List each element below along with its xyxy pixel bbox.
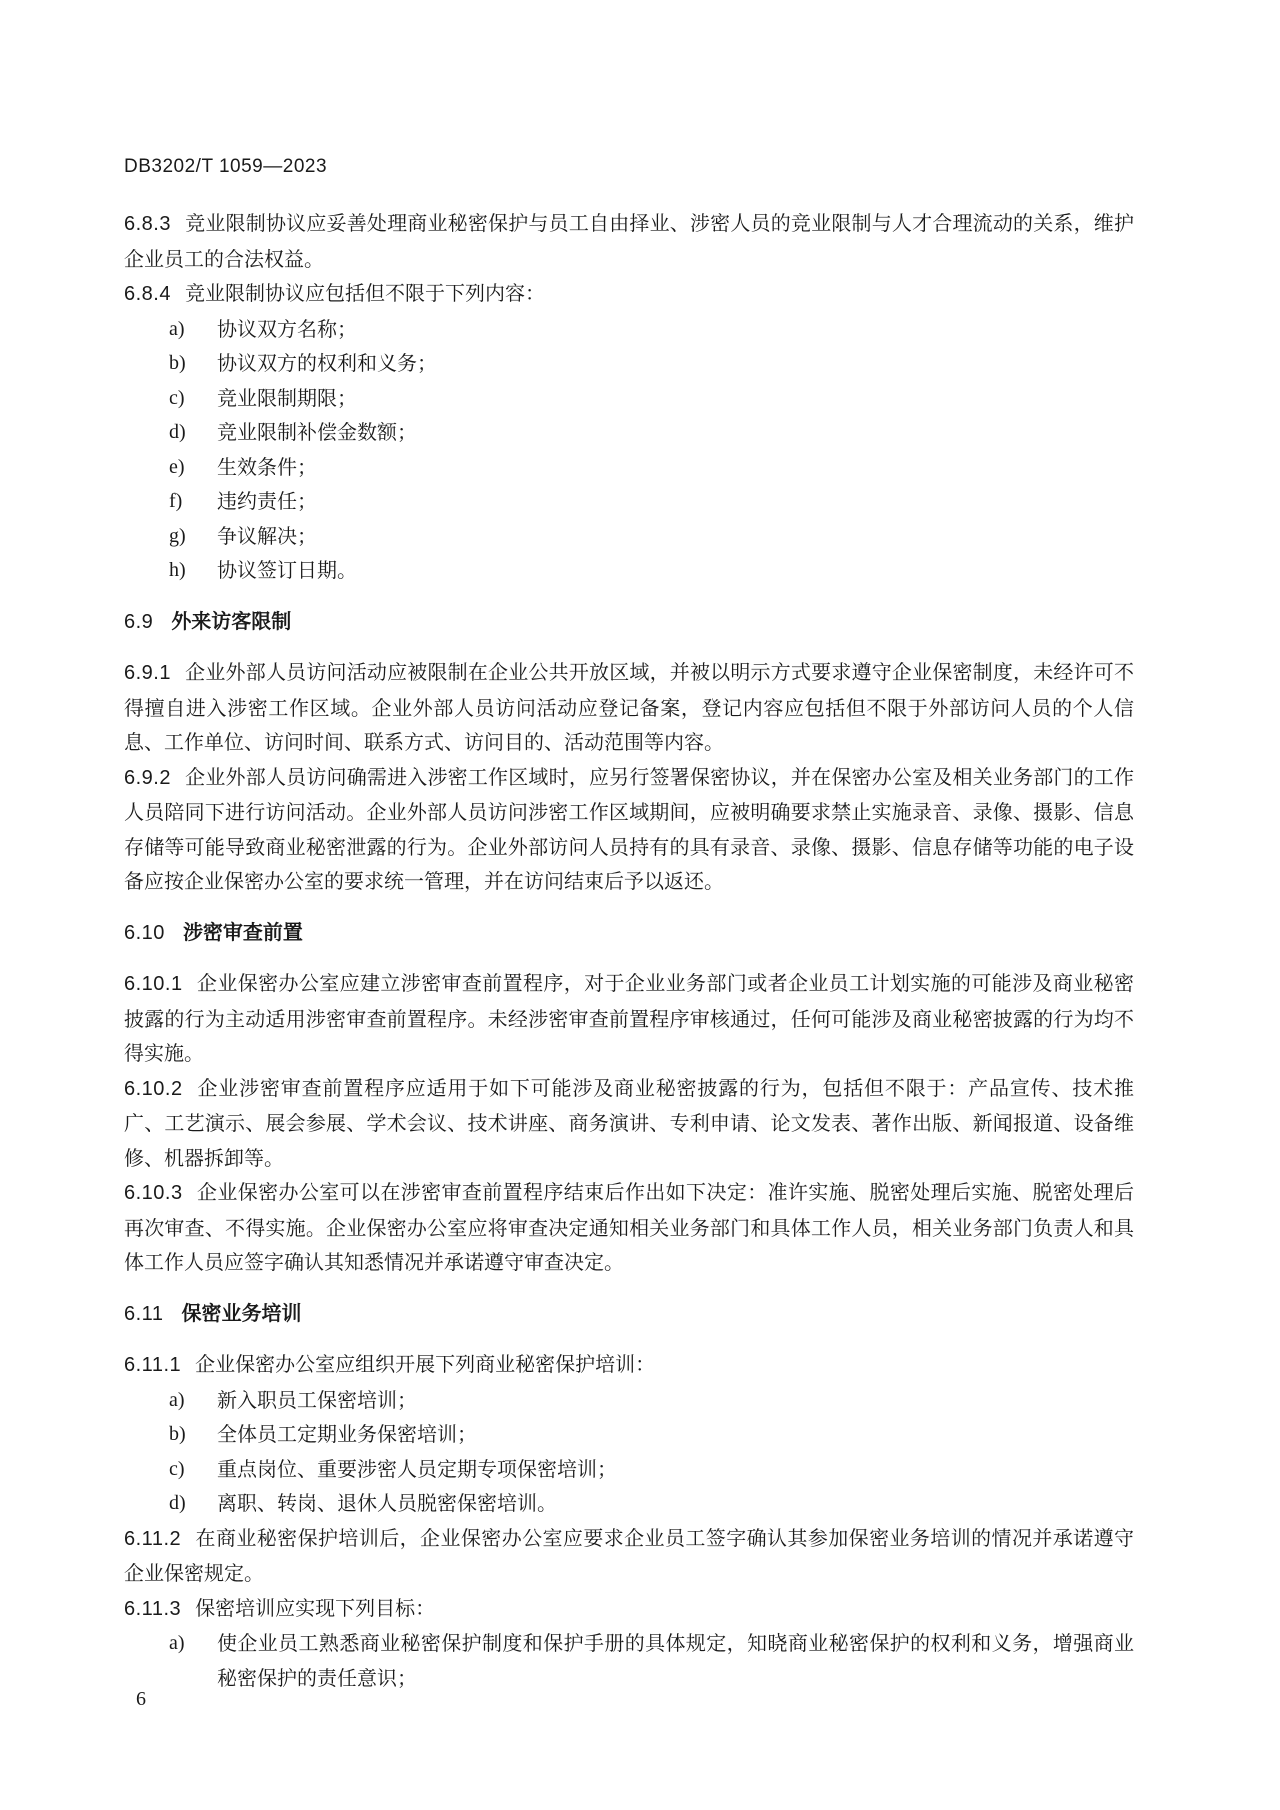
list-marker: d) [169, 421, 186, 443]
section-title: 保密业务培训 [181, 1300, 302, 1325]
section-heading-6-11 [124, 1296, 1134, 1332]
list-text: 协议双方的权利和义务； [217, 351, 437, 375]
clause-6-11-3 [124, 1591, 1134, 1627]
clause-6-11-1 [124, 1347, 1134, 1383]
page-number: 6 [136, 1688, 146, 1710]
list-item [124, 1486, 1134, 1521]
list-item [124, 346, 1134, 381]
list-marker: a) [169, 1632, 185, 1654]
clause-number: 6.10.3 [124, 1182, 183, 1204]
list-text: 生效条件； [217, 454, 317, 479]
list-text: 新入职员工保密培训； [217, 1387, 417, 1412]
clause-text: 保密培训应实现下列目标： [195, 1595, 436, 1620]
section-number: 6.9 [124, 610, 154, 633]
list-item [124, 553, 1134, 588]
list-text: 竞业限制期限； [217, 385, 357, 410]
list-item [124, 312, 1134, 347]
clause-6-10-2 [124, 1071, 1134, 1176]
clause-6-8-4 [124, 276, 1134, 312]
clause-text: 企业保密办公室应组织开展下列商业秘密保护培训： [195, 1352, 656, 1376]
list-marker: d) [169, 1492, 186, 1514]
list-6-11-1 [124, 1383, 1134, 1521]
list-marker: c) [169, 1457, 185, 1480]
list-marker: e) [169, 455, 185, 478]
list-marker: f) [169, 490, 183, 512]
clause-6-9-1 [124, 655, 1134, 760]
list-marker: a) [169, 317, 185, 340]
list-marker: a) [169, 1388, 185, 1411]
clause-number: 6.10.1 [124, 973, 183, 995]
list-marker: c) [169, 386, 185, 409]
list-text: 使企业员工熟悉商业秘密保护制度和保护手册的具体规定，知晓商业秘密保护的权利和义务，增强商业秘密保护的责任意识； [217, 1631, 1134, 1690]
clause-number: 6.9.1 [124, 662, 171, 684]
standard-code: DB3202/T 1059—2023 [124, 156, 328, 177]
clause-text: 企业保密办公室可以在涉密审查前置程序结束后作出如下决定：准许实施、脱密处理后实施、脱密处理后再次审查、不得实施。企业保密办公室应将审查决定通知相关业务部门和具体工作人员，相关业务部门负责人和具体工作人员应签字确认其知悉情况并承诺遵守审查决定。 [124, 1180, 1134, 1274]
clause-6-9-2 [124, 760, 1134, 899]
clause-text: 企业保密办公室应建立涉密审查前置程序，对于企业业务部门或者企业员工计划实施的可能涉及商业秘密披露的行为主动适用涉密审查前置程序。未经涉密审查前置程序审核通过，任何可能涉及商业秘密披露的行为均不得实施。 [124, 971, 1134, 1065]
list-item [124, 1626, 1134, 1695]
clause-number: 6.11.2 [124, 1527, 182, 1550]
list-item [124, 519, 1134, 554]
list-item [124, 1452, 1134, 1487]
clause-number: 6.8.4 [124, 283, 171, 305]
list-item [124, 415, 1134, 450]
list-text: 全体员工定期业务保密培训； [217, 1422, 477, 1446]
clause-6-8-3 [124, 206, 1134, 276]
clause-number: 6.9.2 [124, 766, 171, 789]
list-item [124, 450, 1134, 485]
list-text: 重点岗位、重要涉密人员定期专项保密培训； [217, 1456, 617, 1481]
list-item [124, 381, 1134, 416]
clause-text: 竞业限制协议应妥善处理商业秘密保护与员工自由择业、涉密人员的竞业限制与人才合理流动的关系，维护企业员工的合法权益。 [124, 211, 1134, 271]
list-marker: b) [169, 1423, 186, 1445]
list-item [124, 484, 1134, 519]
list-6-11-3 [124, 1626, 1134, 1695]
section-number: 6.10 [124, 921, 165, 944]
clause-text: 企业涉密审查前置程序应适用于如下可能涉及商业秘密披露的行为，包括但不限于：产品宣传、技术推广、工艺演示、展会参展、学术会议、技术讲座、商务演讲、专利申请、论文发表、著作出版、新闻报道、设备维修、机器拆卸等。 [124, 1075, 1134, 1170]
clause-number: 6.8.3 [124, 213, 171, 235]
clause-text: 企业外部人员访问活动应被限制在企业公共开放区域，并被以明示方式要求遵守企业保密制度，未经许可不得擅自进入涉密工作区域。企业外部人员访问活动应登记备案，登记内容应包括但不限于外部访问人员的个人信息、工作单位、访问时间、联系方式、访问目的、活动范围等内容。 [124, 660, 1134, 754]
section-number: 6.11 [124, 1302, 164, 1325]
list-marker: g) [169, 524, 186, 547]
list-marker: b) [169, 352, 186, 374]
list-text: 协议签订日期。 [217, 558, 357, 582]
section-title: 外来访客限制 [171, 608, 292, 633]
list-6-8-4 [124, 312, 1134, 588]
clause-text: 在商业秘密保护培训后，企业保密办公室应要求企业员工签字确认其参加保密业务培训的情况并承诺遵守企业保密规定。 [124, 1525, 1134, 1585]
clause-number: 6.11.3 [124, 1597, 182, 1620]
list-item [124, 1417, 1134, 1452]
list-marker: h) [169, 559, 186, 581]
list-text: 竞业限制补偿金数额； [217, 420, 417, 444]
clause-6-11-2 [124, 1521, 1134, 1591]
clause-text: 竞业限制协议应包括但不限于下列内容： [184, 281, 545, 305]
list-text: 违约责任； [217, 489, 317, 513]
page-content [124, 206, 1134, 1695]
list-text: 协议双方名称； [217, 316, 357, 341]
section-title: 涉密审查前置 [182, 919, 303, 944]
clause-6-10-3 [124, 1175, 1134, 1280]
list-text: 争议解决； [217, 523, 317, 548]
list-item [124, 1383, 1134, 1418]
clause-6-10-1 [124, 966, 1134, 1071]
clause-number: 6.11.1 [124, 1354, 182, 1376]
clause-number: 6.10.2 [124, 1077, 183, 1100]
section-heading-6-9 [124, 604, 1134, 640]
section-heading-6-10 [124, 915, 1134, 951]
clause-text: 企业外部人员访问确需进入涉密工作区域时，应另行签署保密协议，并在保密办公室及相关业务部门的工作人员陪同下进行访问活动。企业外部人员访问涉密工作区域期间，应被明确要求禁止实施录音、录像、摄影、信息存储等可能导致商业秘密泄露的行为。企业外部访问人员持有的具有录音、录像、摄影、信息存储等功能的电子设备应按企业保密办公室的要求统一管理，并在访问结束后予以返还。 [124, 764, 1134, 893]
list-text: 离职、转岗、退休人员脱密保密培训。 [217, 1491, 557, 1515]
